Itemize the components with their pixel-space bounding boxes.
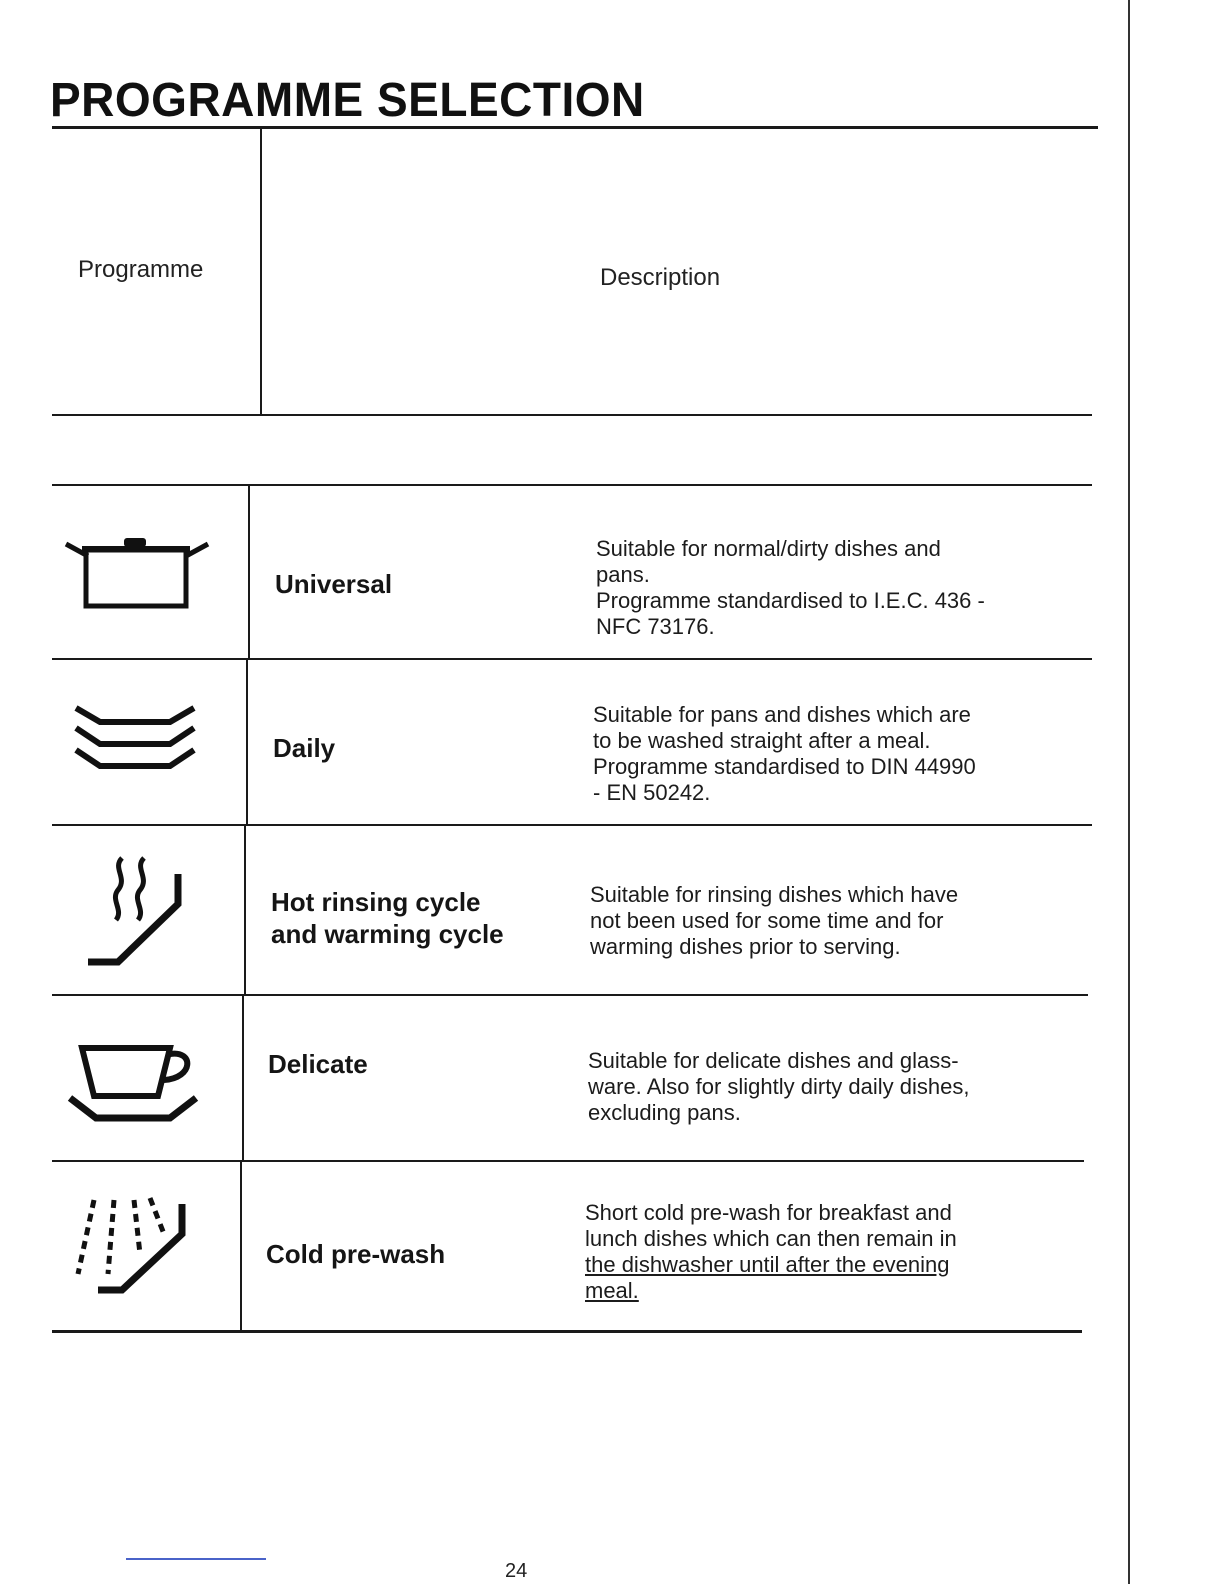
desc-line: not been used for some time and for xyxy=(590,908,944,933)
page-number: 24 xyxy=(505,1560,528,1582)
column-divider xyxy=(246,658,248,824)
description-universal xyxy=(596,536,1016,640)
row-divider xyxy=(52,824,1092,826)
desc-line: NFC 73176. xyxy=(596,614,715,639)
name-line: Hot rinsing cycle xyxy=(271,887,481,917)
page-title: PROGRAMME SELECTION xyxy=(50,71,645,127)
programme-name-universal xyxy=(275,568,392,600)
desc-line: Suitable for rinsing dishes which have xyxy=(590,882,959,907)
description-daily xyxy=(593,702,1013,806)
rows-top-rule xyxy=(52,484,1092,486)
desc-line: Suitable for pans and dishes which are xyxy=(593,702,971,727)
programme-name-hot-rinse xyxy=(271,886,504,950)
name-line: Daily xyxy=(273,733,336,763)
programme-name-delicate xyxy=(268,1048,368,1080)
header-bottom-rule xyxy=(52,414,1092,416)
column-divider xyxy=(240,1160,242,1332)
desc-line: the dishwasher until after the evening xyxy=(585,1252,950,1277)
desc-line: Programme standardised to I.E.C. 436 - xyxy=(596,588,985,613)
desc-line: Suitable for delicate dishes and glass- xyxy=(588,1048,959,1073)
description-cold-prewash xyxy=(585,1200,1005,1304)
name-line: Delicate xyxy=(268,1049,368,1079)
desc-line: - EN 50242. xyxy=(593,780,711,805)
desc-line: meal. xyxy=(585,1278,639,1303)
row-divider xyxy=(52,1160,1084,1162)
cup-and-saucer-icon xyxy=(66,1040,202,1130)
desc-line: lunch dishes which can then remain in xyxy=(585,1226,957,1251)
desc-line: excluding pans. xyxy=(588,1100,741,1125)
hot-rinse-steam-icon xyxy=(84,852,194,972)
programme-name-daily xyxy=(273,732,335,764)
desc-line: ware. Also for slightly dirty daily dishes, xyxy=(588,1074,970,1099)
row-divider xyxy=(52,658,1092,660)
name-line: and warming cycle xyxy=(271,919,504,949)
name-line: Universal xyxy=(275,569,393,599)
stacked-plates-icon xyxy=(70,700,200,780)
desc-line: warming dishes prior to serving. xyxy=(590,934,901,959)
desc-line: to be washed straight after a meal. xyxy=(593,728,931,753)
desc-line: Short cold pre-wash for breakfast and xyxy=(585,1200,952,1225)
header-description: Description xyxy=(600,264,721,291)
desc-line: Suitable for normal/dirty dishes and xyxy=(596,536,941,561)
footer-rule xyxy=(126,1558,266,1560)
column-divider xyxy=(244,824,246,994)
header-programme: Programme xyxy=(78,256,204,283)
description-hot-rinse xyxy=(590,882,1010,960)
row-divider xyxy=(52,994,1088,996)
header-column-divider xyxy=(260,129,262,415)
column-divider xyxy=(248,484,250,658)
description-delicate xyxy=(588,1048,1008,1126)
cold-spray-icon xyxy=(70,1194,194,1298)
title-underline xyxy=(52,126,1098,129)
desc-line: pans. xyxy=(596,562,650,587)
page-edge-rule xyxy=(1128,0,1130,1584)
pot-icon xyxy=(62,532,212,616)
name-line: Cold pre-wash xyxy=(266,1239,446,1269)
programme-name-cold-prewash xyxy=(266,1238,445,1270)
table-bottom-rule xyxy=(52,1330,1082,1333)
column-divider xyxy=(242,994,244,1160)
desc-line: Programme standardised to DIN 44990 xyxy=(593,754,976,779)
